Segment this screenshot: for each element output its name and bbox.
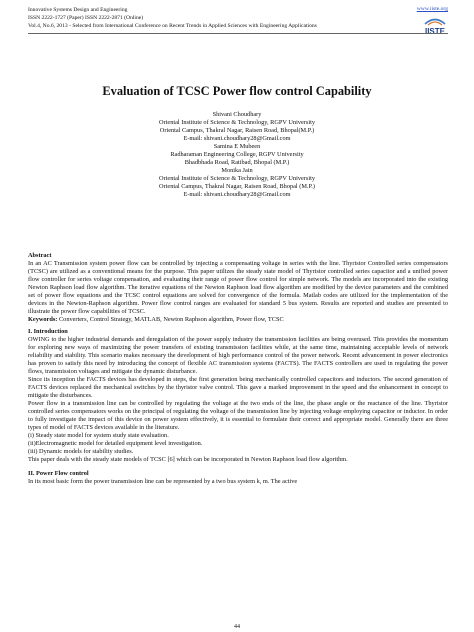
issn-line: ISSN 2222-1727 (Paper) ISSN 2222-2871 (Online) bbox=[28, 15, 144, 21]
section2-heading: II. Power Flow control bbox=[28, 470, 89, 477]
keywords-line bbox=[28, 316, 448, 324]
svg-text:IISTE: IISTE bbox=[424, 27, 446, 36]
keywords-text: Converters, Control Strategy, MATLAB, Newton Raphson algorithm, Power flow, TCSC bbox=[58, 316, 284, 323]
header-rule bbox=[28, 33, 448, 34]
author-line: E-mail: shivani.choudhary28@Gmail.com bbox=[183, 135, 291, 142]
journal-name: Innovative Systems Design and Engineering bbox=[28, 7, 128, 13]
section2-paragraph: In its most basic form the power transmission line can be represented by a two bus system k, m. The active bbox=[28, 478, 298, 485]
paper-body bbox=[28, 252, 448, 486]
page-number: 44 bbox=[234, 624, 240, 630]
author-line: Samina E Mubeen bbox=[213, 143, 261, 150]
intro-paragraph: Since its inception the FACTS devices has developed in steps, the first generation being mechanically controlled capacitors and inductors. The second generation of FACTS devices replaced the mechanical switches by the thyristor valve control. This gave a marked improvement in the speed and the enhancement in concept to mitigate the disturbances. bbox=[28, 376, 448, 399]
list-item: (i) Steady state model for system study state evaluation. bbox=[28, 432, 169, 439]
author-block bbox=[0, 111, 474, 199]
journal-header bbox=[28, 6, 448, 36]
author-line: Oriental Campus, Thakral Nagar, Raisen Road, Bhopal(M.P.) bbox=[159, 127, 315, 134]
author-line: Shivani Choudhary bbox=[212, 111, 262, 118]
author-line: Oriental Campus, Thakral Nagar, Raisen Road, Bhopal (M.P.) bbox=[159, 183, 315, 190]
journal-url-link[interactable]: www.iiste.org bbox=[416, 6, 448, 12]
abstract-heading: Abstract bbox=[28, 252, 52, 259]
author-line: Oriental Institute of Science & Technology, RGPV University bbox=[159, 119, 315, 126]
intro-paragraph: Power flow in a transmission line can be controlled by regulating the voltage at the two ends of the line, the phase angle or the reactance of the line. Thyristor controlled series compensators works on the principal of regulating the voltage of the transmission line by injecting voltage employing capacitor or inductor. In order to fully investigate the impact of this device on power system effectively, it is essential to formulate their correct and appropriate model. Generally there are three types of model of FACTS devices available in the literature. bbox=[28, 400, 448, 431]
author-line: Oriental Institute of Science & Technology, RGPV University bbox=[159, 175, 315, 182]
keywords-label: Keywords: bbox=[28, 316, 58, 323]
list-item: (iii) Dynamic models for stability studies. bbox=[28, 448, 134, 455]
abstract-text: In an AC Transmission system power flow can be controlled by injecting a compensating voltage in series with the line. Thyristor Controlled series compensators (TCSC) are utilized as a conventional means for the purpose. This paper utilizes the steady state model of Thyristor controlled series capacitor and a unified power flow controller for series voltage compensation, and evaluating their range of power flow control for simple network. The models are incorporated into the existing Newton Raphson load flow algorithm. The iterative equations of the Newton Raphson load flow algorithm are modified by the device parameters and the combined set of power flow equations and the TCSC control equations are solved for convergence of the formula. Matlab codes are utilized for the implementation of the devices in the Newton-Raphson algorithm. Power flow control ranges are evaluated for standard 5 bus system. Results are reported and studies are presented to illustrate the power flow capabilities of TCSC. bbox=[28, 260, 448, 315]
author-line: Monika Jain bbox=[221, 167, 253, 174]
author-line: Bhadbhada Road, Ratibad, Bhopal (M.P.) bbox=[184, 159, 290, 166]
intro-paragraph: This paper deals with the steady state models of TCSC [6] which can be incorporated in Newton Raphson load flow algorithm. bbox=[28, 456, 348, 463]
list-item: (ii)Electromagnetic model for detailed equipment level investigation. bbox=[28, 440, 203, 447]
intro-paragraph: OWING to the higher industrial demands and deregulation of the power supply industry the transmission facilities are being overused. This provides the momentum for exploring new ways of maximizing the power transfers of existing transmission facilities while, at the same time, maintaining acceptable levels of network reliability and stability. This scenario makes necessary the development of high performance control of the power network. Recent advancement in power electronics has proven to satisfy this need by introducing the concept of flexible AC transmission systems (FACTS). The FACTS controllers are used in regulating the power flows, transmission voltages and mitigate the dynamic disturbance. bbox=[28, 336, 448, 375]
author-line: Radharaman Engineering College, RGPV University bbox=[170, 151, 304, 158]
author-line: E-mail: shivani.choudhary28@Gmail.com bbox=[183, 191, 291, 198]
paper-title: Evaluation of TCSC Power flow control Capability bbox=[102, 84, 372, 98]
volume-line: Vol.4, No.6, 2013 - Selected from International Conference on Recent Trends in Applied Sciences with Engineering Applications bbox=[28, 23, 317, 29]
intro-heading: I. Introduction bbox=[28, 328, 68, 335]
